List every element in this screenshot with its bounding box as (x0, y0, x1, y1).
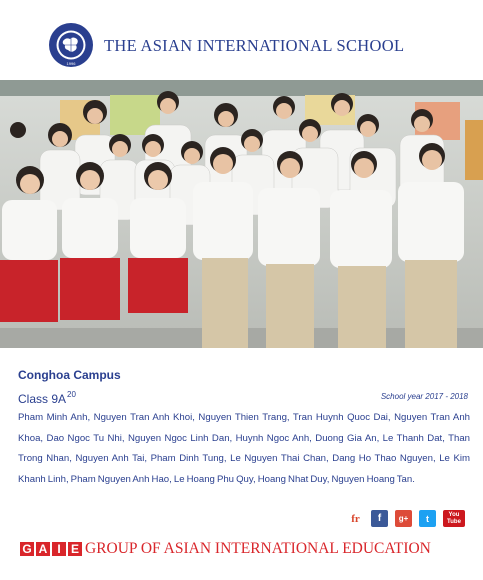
youtube-label-bottom: Tube (447, 518, 461, 525)
footer-text: GROUP OF ASIAN INTERNATIONAL EDUCATION (85, 540, 431, 557)
gaie-letter-g: G (20, 542, 34, 556)
student-names: Pham Minh Anh, Nguyen Tran Anh Khoi, Nguyen Thien Trang, Tran Huynh Quoc Dai, Nguyen Tran Anh Khoa, Dao Ngoc Tu Nhi, Nguyen Ngoc Linh Dan, Huynh Ngoc Anh, Duong Gia An, Le Thanh Dat, Than Trong Nhan, Nguyen Anh Tai, Pham Dinh Tung, Le Nguyen Thai Chan, Dang Ho Thao Nguyen, Le Kim Khanh Linh, Pham Nguyen Anh Hao, Le Hoang Phu Quy, Hoang Nhat Duy, Nguyen Hoang Tan. (18, 412, 470, 485)
school-year: School year 2017 - 2018 (380, 392, 468, 401)
class-name-text: Class 9A (18, 392, 67, 406)
svg-text:1996: 1996 (66, 61, 76, 66)
class-name (18, 390, 76, 406)
class-superscript: 20 (67, 390, 76, 399)
gaie-letter-i: I (52, 542, 66, 556)
youtube-icon[interactable] (443, 510, 465, 527)
campus-title: Conghoa Campus (18, 368, 121, 382)
social-links (347, 510, 465, 527)
gaie-logo (20, 542, 82, 556)
class-photo (0, 80, 483, 348)
twitter-icon[interactable]: t (419, 510, 436, 527)
school-logo (48, 22, 94, 68)
google-plus-icon[interactable]: g+ (395, 510, 412, 527)
fr-icon[interactable]: fr (347, 510, 364, 527)
school-name: THE ASIAN INTERNATIONAL SCHOOL (104, 36, 405, 55)
gaie-letter-e: E (68, 542, 82, 556)
gaie-letter-a: A (36, 542, 50, 556)
footer (20, 540, 431, 558)
youtube-label-top: You (448, 511, 460, 518)
facebook-icon[interactable]: f (371, 510, 388, 527)
class-photo-image (0, 80, 483, 348)
header (0, 0, 483, 80)
